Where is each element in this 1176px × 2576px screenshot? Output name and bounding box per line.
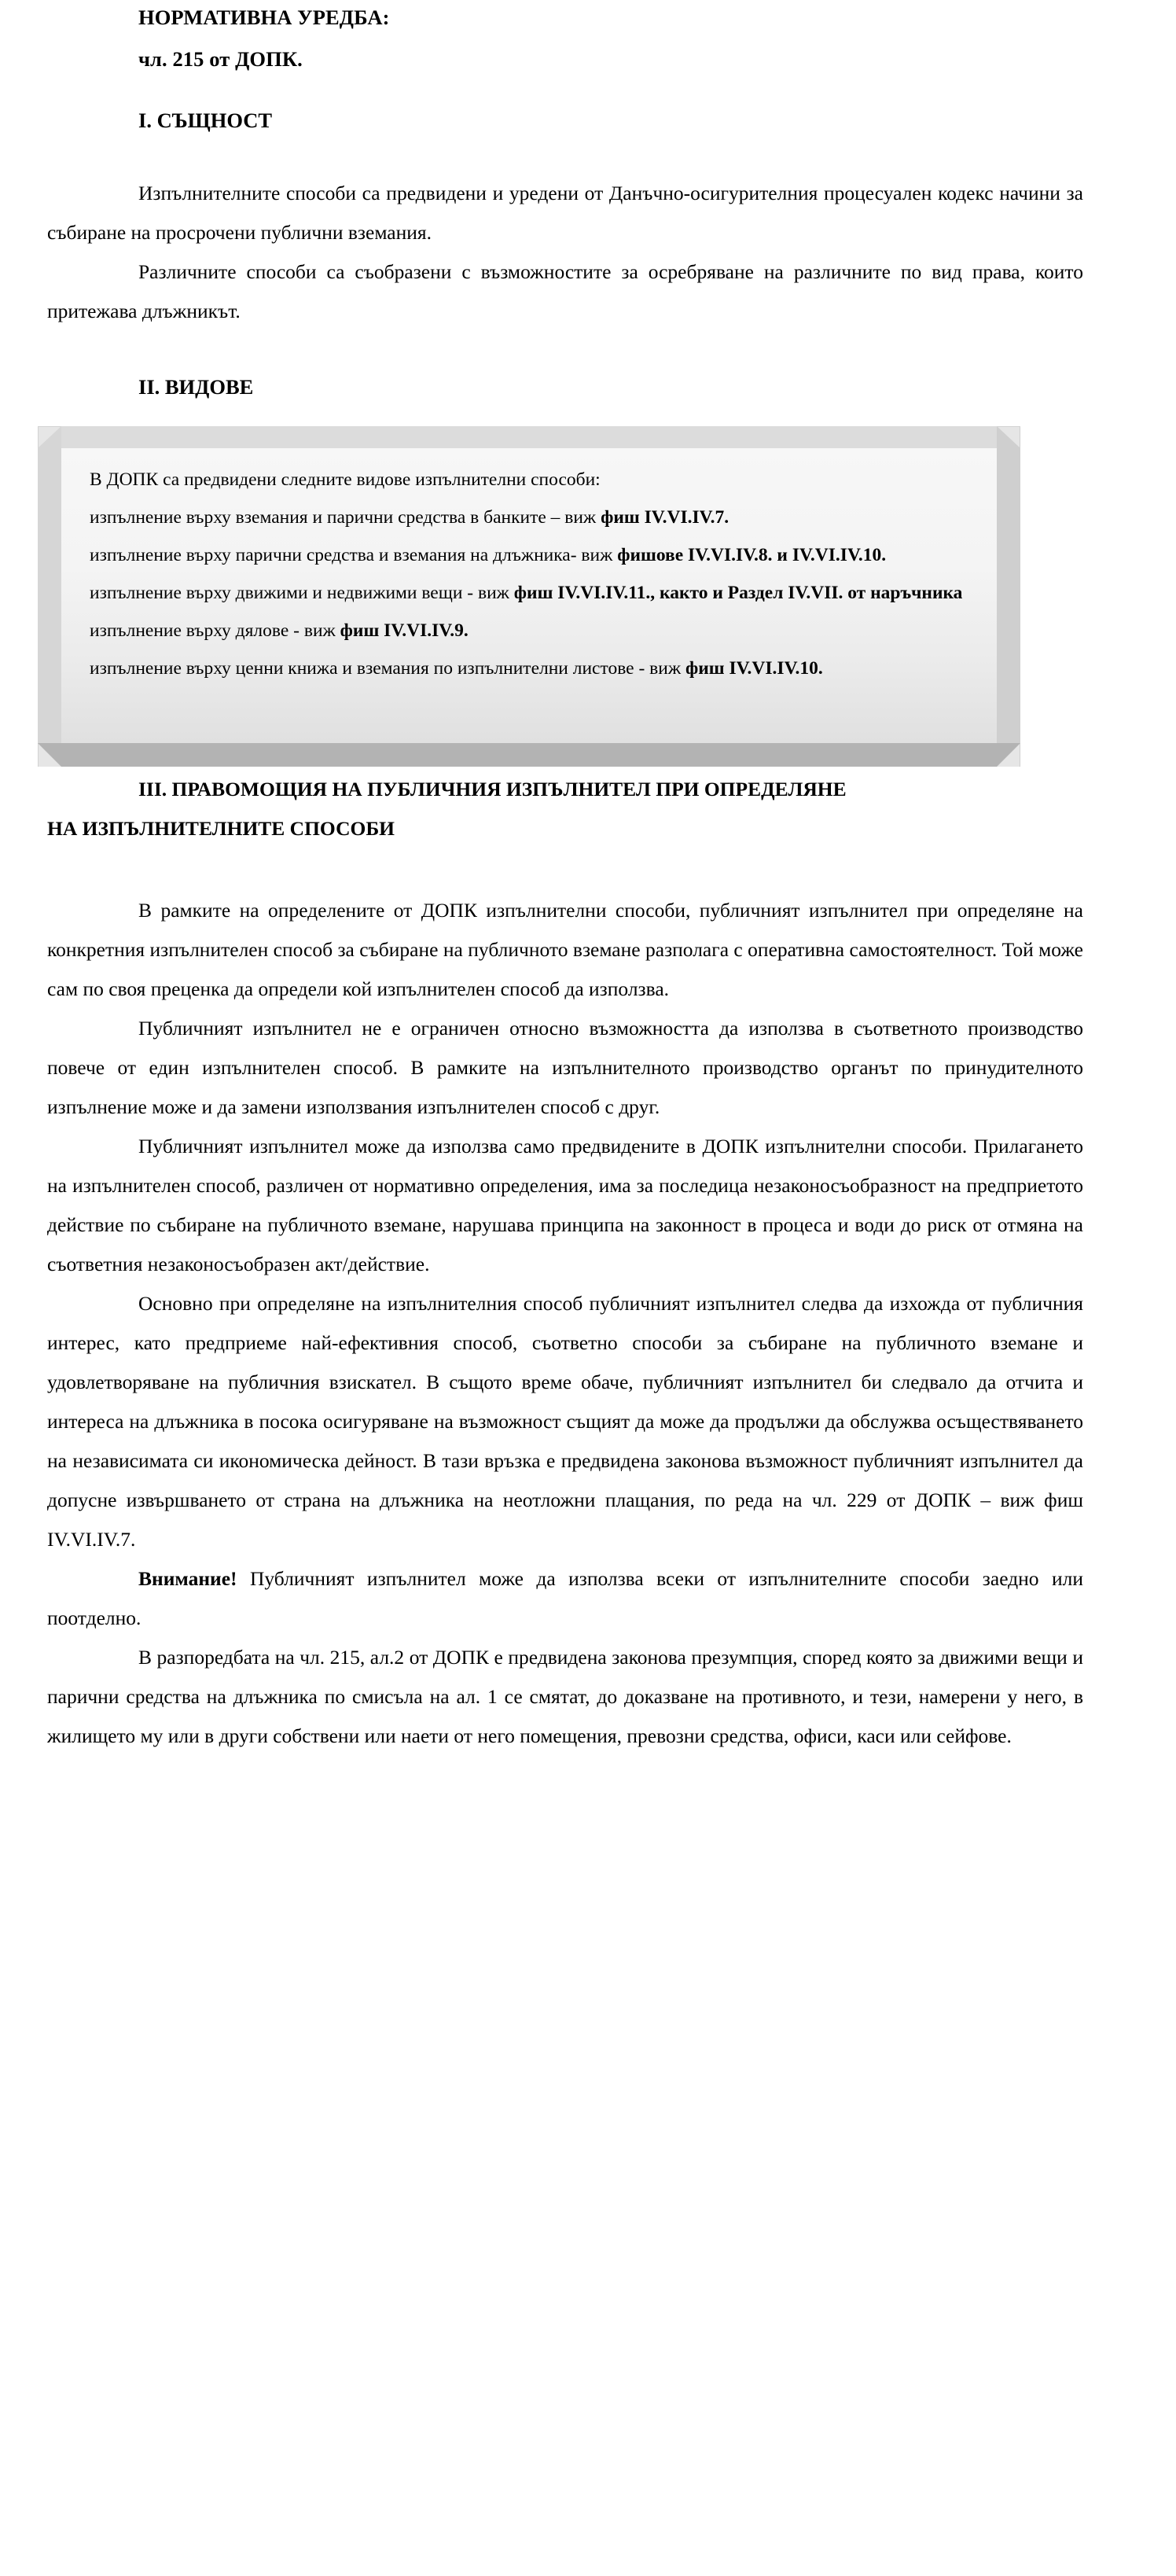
box-intro-text: В ДОПК са предвидени следните видове изпълнителни способи:: [90, 469, 601, 490]
box-item-3-reference: фиш IV.VI.IV.11., както и Раздел IV.VII. от наръчника: [513, 583, 963, 603]
box-content: [90, 461, 998, 687]
box-item-4-reference: фиш IV.VI.IV.9.: [340, 620, 469, 641]
paragraph-section3-4: Основно при определяне на изпълнителния способ публичният изпълнител следва да изхожда от публичния интерес, като предприеме най-ефективния способ, съответно способи за събиране на публичното вземане и удовлетворяване на публичния взискател. В същото време обаче, публичният изпълнител би следвало да отчита и интереса на длъжника в посока осигуряване на възможност същият да може да продължи да обслужва осъществяването на независимата си икономическа дейност. В тази връзка е предвидена законова възможност публичният изпълнител да допусне извършването от страна на длъжника на неотложни плащания, по реда на чл. 229 от ДОПК – виж фиш IV.VI.IV.7.: [47, 1292, 1083, 1551]
paragraph-section3-3: Публичният изпълнител може да използва само предвидените в ДОПК изпълнителни способи. Прилагането на изпълнителен способ, различен от нормативно определения, има за последица незаконосъобразност на предприетото действие по събиране на публичното вземане, нарушава принципа на законност в процеса и води до риск от отмяна на съответния незаконосъобразен акт/действие.: [47, 1135, 1083, 1275]
box-item-5-text: изпълнение върху ценни книжа и вземания по изпълнителни листове - виж: [90, 658, 685, 679]
section-heading-3-line2: НА ИЗПЪЛНИТЕЛНИТЕ СПОСОБИ: [47, 817, 395, 840]
section-heading-3: [47, 767, 1083, 848]
paragraph-final: В разпоредбата на чл. 215, ал.2 от ДОПК е предвидена законова презумпция, според която за движими вещи и парични средства на длъжника по смисъла на ал. 1 се смятат, до доказване на противното, и тези, намерени у него, в жилището му или в други собствени или наети от него помещения, превозни средства, офиси, каси или сейфове.: [47, 1646, 1083, 1747]
spacer: [47, 848, 1083, 891]
paragraph-section3-1: В рамките на определените от ДОПК изпълнителни способи, публичният изпълнител при определяне на конкретния изпълнителен способ за събиране на публичното вземане разполага с оперативна самостоятелност. Той може сам по своя преценка да определи кой изпълнителен способ да използва.: [47, 899, 1083, 1000]
types-3d-box: [38, 426, 1020, 767]
box-list-item-2: [90, 536, 998, 574]
page-title-line-1: НОРМАТИВНА УРЕДБА:: [138, 6, 390, 29]
box-item-1-reference: фиш IV.VI.IV.7.: [601, 507, 729, 528]
box-bevel-top: [38, 426, 1020, 448]
box-item-1-text: изпълнение върху вземания и парични средства в банките – виж: [90, 507, 601, 528]
attention-label: Внимание!: [138, 1567, 237, 1590]
paragraph-attention: [47, 1559, 1083, 1638]
box-list-item-4: [90, 612, 998, 650]
paragraph-section3-2: Публичният изпълнител не е ограничен относно възможността да използва в съответното производство повече от един изпълнителен способ. В рамките на изпълнителното производство органът по принудителното изпълнение може и да замени използвания изпълнителен способ с друг.: [47, 1017, 1083, 1118]
paragraph-section1-2: Различните способи са съобразени с възможностите за осребряване на различните по вид права, които притежава длъжникът.: [47, 260, 1083, 322]
section-heading-2: II. ВИДОВЕ: [138, 375, 254, 399]
paragraph-section1-1: Изпълнителните способи са предвидени и уредени от Данъчно-осигурителния процесуален кодекс начини за събиране на просрочени публични вземания.: [47, 182, 1083, 244]
box-item-4-text: изпълнение върху дялове - виж: [90, 620, 340, 641]
box-item-5-reference: фиш IV.VI.IV.10.: [685, 658, 823, 679]
box-bevel-left: [38, 426, 61, 767]
attention-text: Публичният изпълнител може да използва всеки от изпълнителните способи заедно или поотделно.: [47, 1567, 1083, 1629]
box-item-2-reference: фишове IV.VI.IV.8. и IV.VI.IV.10.: [617, 545, 887, 565]
box-item-2-text: изпълнение върху парични средства и вземания на длъжника- виж: [90, 545, 618, 565]
box-bevel-right: [997, 426, 1020, 767]
section-heading-3-line1: III. ПРАВОМОЩИЯ НА ПУБЛИЧНИЯ ИЗПЪЛНИТЕЛ ПРИ ОПРЕДЕЛЯНЕ: [138, 778, 847, 800]
box-item-3-text: изпълнение върху движими и недвижими вещи - виж: [90, 583, 514, 603]
box-list-item-5: [90, 650, 998, 687]
box-list-item-3: [90, 574, 998, 612]
box-list-item-1: [90, 499, 998, 536]
box-bevel-bottom: [38, 743, 1020, 767]
page-title-line-2: чл. 215 от ДОПК.: [138, 46, 303, 71]
section-heading-1: I. СЪЩНОСТ: [138, 109, 273, 132]
